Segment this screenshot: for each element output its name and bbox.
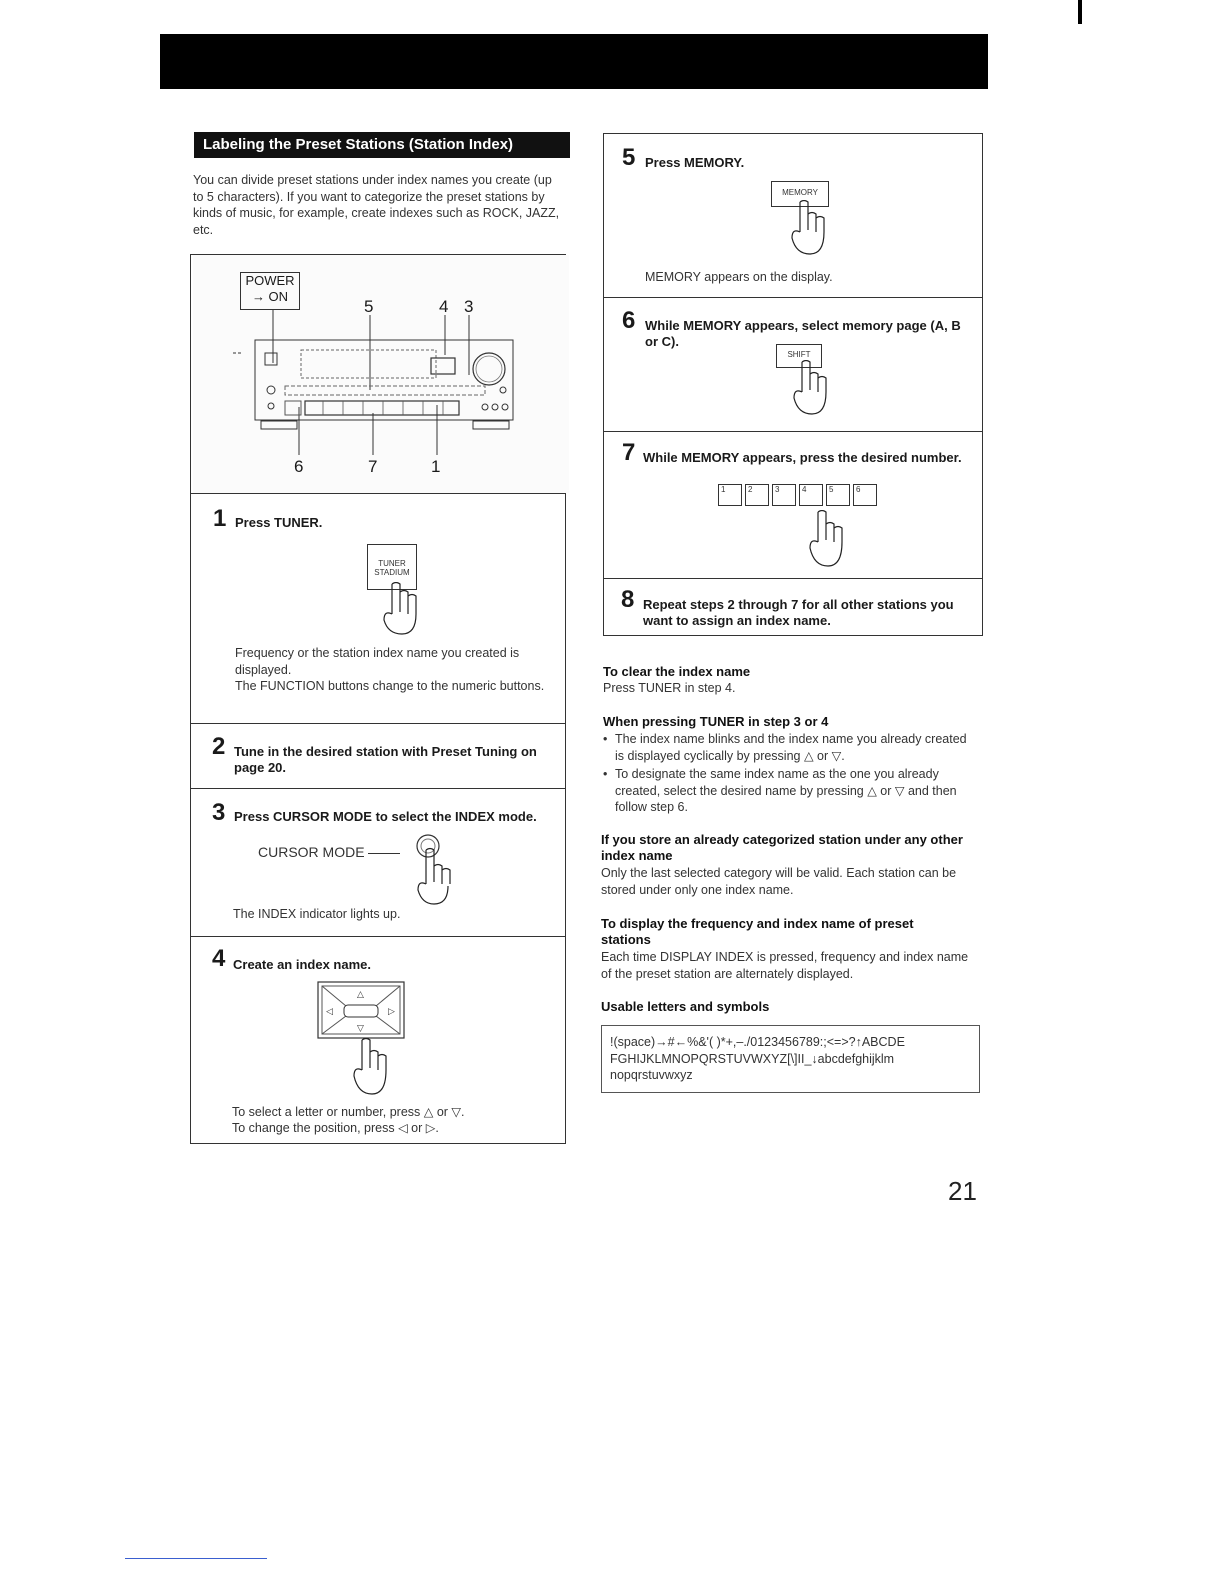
step-4-note-position: To change the position, press ◁ or ▷.: [232, 1121, 439, 1135]
step-3-note: The INDEX indicator lights up.: [233, 907, 401, 921]
divider: [603, 431, 983, 432]
number-key-1: 1: [718, 484, 742, 506]
bullet-icon: •: [603, 767, 608, 781]
usable-line-2: FGHIJKLMNOPQRSTUVWXYZ[\]II_↓abcdefghijklm: [610, 1051, 895, 1066]
memory-button-label: MEMORY: [771, 181, 829, 207]
divider: [190, 788, 566, 789]
number-key-2: 2: [745, 484, 769, 506]
step-4-number: 4: [212, 945, 226, 972]
callout-1: 1: [431, 457, 441, 476]
step-8-text: Repeat steps 2 through 7 for all other stations you want to assign an index name.: [643, 597, 954, 628]
svg-text:▷: ▷: [388, 1007, 395, 1017]
step-7-number: 7: [622, 439, 636, 466]
usable-heading: Usable letters and symbols: [601, 999, 770, 1014]
step-2-text: Tune in the desired station with Preset Tuning on page 20.: [234, 744, 537, 775]
power-on-label: [240, 272, 300, 310]
hand-pointer-icon: [790, 360, 830, 416]
power-label-line1: POWER: [245, 273, 295, 288]
step-6-text: While MEMORY appears, select memory page (A, B or C).: [645, 318, 961, 349]
callout-3: 3: [464, 297, 474, 316]
footer-rule: [125, 1558, 267, 1559]
callout-line: [368, 853, 400, 854]
intro-paragraph: You can divide preset stations under index names you create (up to 5 characters). If you want to categorize the preset stations by kinds of music, for example, create indexes such as ROCK, JAZZ, etc.: [193, 173, 560, 237]
tuner-button-label: TUNER STADIUM: [367, 544, 417, 590]
pressing-tuner-heading: When pressing TUNER in step 3 or 4: [603, 714, 829, 729]
divider: [190, 936, 566, 937]
bullet-text: The index name blinks and the index name you already created is displayed cyclically by pressing △ or ▽.: [615, 732, 967, 763]
store-heading: If you store an already categorized station under any other index name: [601, 832, 963, 863]
number-key-6: 6: [853, 484, 877, 506]
hand-pointer-icon: [806, 510, 846, 570]
divider: [190, 723, 566, 724]
section-title: Labeling the Preset Stations (Station Index): [194, 132, 570, 158]
step-4-text: Create an index name.: [233, 957, 371, 972]
display-heading: To display the frequency and index name of preset stations: [601, 916, 914, 947]
step-1-number: 1: [213, 505, 227, 532]
step-2-number: 2: [212, 733, 226, 760]
hand-pointer-icon: [788, 200, 828, 256]
number-keys-row: [718, 484, 880, 508]
power-label-line2: → ON: [251, 289, 289, 304]
number-key-4: 4: [799, 484, 823, 506]
step-5-number: 5: [622, 144, 636, 171]
bullet-text: To designate the same index name as the one you already created, select the desired name by pressing △ or ▽ and then follow step 6.: [615, 767, 957, 814]
step-7-text: While MEMORY appears, press the desired number.: [643, 450, 962, 465]
step-1-text: Press TUNER.: [235, 515, 323, 530]
page-number: 21: [948, 1176, 977, 1206]
step-6-number: 6: [622, 307, 636, 334]
callout-6: 6: [294, 457, 304, 476]
divider: [603, 297, 983, 298]
step-4-note-select: To select a letter or number, press △ or ▽.: [232, 1105, 465, 1119]
bullet-icon: •: [603, 732, 608, 746]
step-8-number: 8: [621, 586, 635, 613]
display-text: Each time DISPLAY INDEX is pressed, frequency and index name of the preset station are alternately displayed.: [601, 950, 969, 981]
cursor-mode-label: CURSOR MODE: [258, 844, 365, 860]
page-edge-mark: [1078, 0, 1082, 24]
usable-line-3: nopqrstuvwxyz: [610, 1068, 693, 1082]
shift-button-label: SHIFT: [776, 344, 822, 368]
svg-text:△: △: [357, 990, 364, 1000]
divider: [190, 493, 566, 494]
clear-index-text: Press TUNER in step 4.: [603, 681, 736, 695]
usable-characters-box: [601, 1025, 980, 1093]
callout-5: 5: [364, 297, 374, 316]
pressing-tuner-bullet-2: [603, 766, 983, 816]
cursor-mode-button-icon: [408, 832, 454, 916]
store-text: Only the last selected category will be valid. Each station can be stored under only one index name.: [601, 866, 957, 897]
step-3-text: Press CURSOR MODE to select the INDEX mode.: [234, 809, 537, 824]
clear-index-heading: To clear the index name: [603, 664, 751, 679]
step-5-text: Press MEMORY.: [645, 155, 745, 170]
callout-4: 4: [439, 297, 449, 316]
hand-pointer-icon: [350, 1038, 392, 1100]
svg-text:◁: ◁: [326, 1007, 333, 1017]
hand-pointer-icon: [380, 582, 420, 636]
header-bar: [160, 34, 988, 89]
step-1-note: Frequency or the station index name you created is displayed. The FUNCTION buttons change to the numeric buttons.: [235, 646, 545, 693]
callout-7: 7: [368, 457, 378, 476]
svg-text:▽: ▽: [357, 1024, 364, 1034]
cursor-pad-icon: [316, 980, 406, 1040]
divider: [603, 578, 983, 579]
number-key-5: 5: [826, 484, 850, 506]
usable-line-1: !(space)→#←%&'( )*+,–./0123456789:;<=>?↑ABCDE: [610, 1035, 905, 1049]
number-key-3: 3: [772, 484, 796, 506]
step-5-note: MEMORY appears on the display.: [645, 270, 833, 284]
pressing-tuner-bullet-1: [603, 731, 973, 764]
step-3-number: 3: [212, 799, 226, 826]
